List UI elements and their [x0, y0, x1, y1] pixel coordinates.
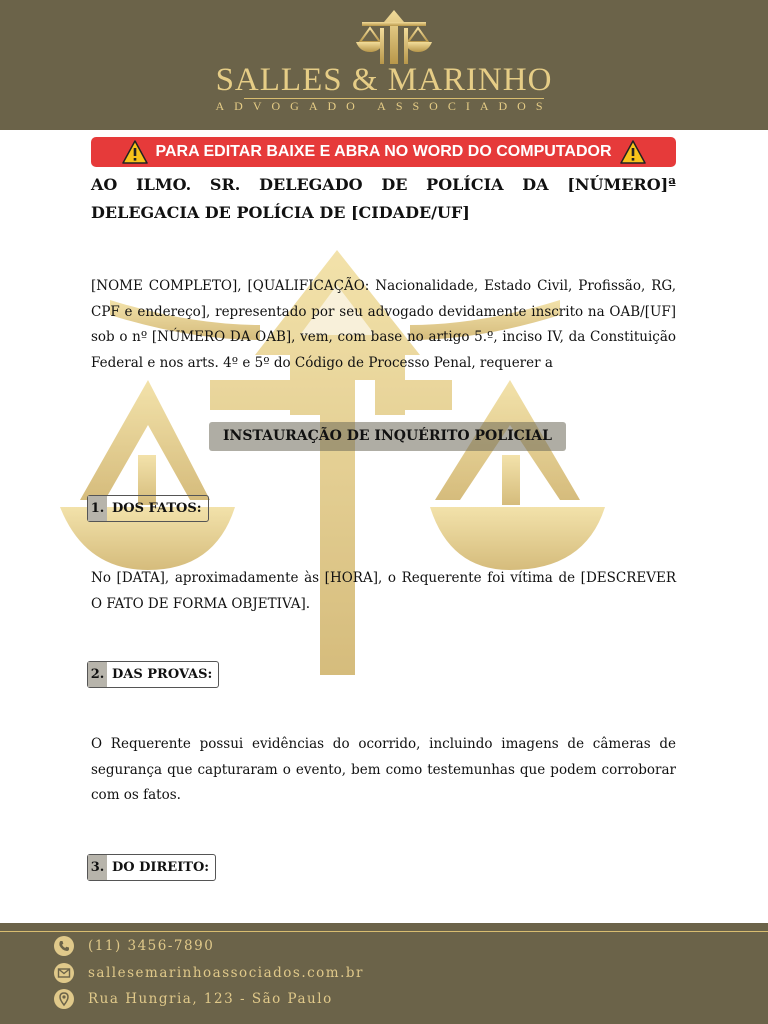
phone-text: (11) 3456-7890 — [88, 938, 215, 954]
email-text: sallesemarinhoassociados.com.br — [88, 965, 364, 981]
page-footer — [0, 923, 768, 1024]
warning-icon — [620, 140, 646, 164]
address-text: Rua Hungria, 123 - São Paulo — [88, 991, 333, 1007]
page-header — [0, 0, 768, 130]
phone-icon — [54, 936, 74, 956]
section-label: DOS FATOS: — [112, 501, 202, 516]
intro-paragraph: [NOME COMPLETO], [QUALIFICAÇÃO: Nacionalidade, Estado Civil, Profissão, RG, CPF e endereço], representado por seu advogado devidamente inscrito na OAB/[UF] sob o nº [NÚMERO DA OAB], vem, com base no artigo 5.º, inciso IV, da Constituição Federal e nos arts. 4º e 5º do Código de Processo Penal, requerer a — [91, 278, 676, 371]
location-pin-icon — [54, 989, 74, 1009]
brand-subtitle: ADVOGADO ASSOCIADOS — [215, 99, 553, 113]
section-heading-facts — [87, 495, 209, 522]
section-heading-evidence — [87, 661, 219, 688]
facts-paragraph: No [DATA], aproximadamente às [HORA], o Requerente foi vítima de [DESCREVER O FATO DE FORMA OBJETIVA]. — [91, 570, 676, 612]
scales-logo-icon — [354, 8, 434, 68]
contact-phone — [54, 935, 214, 957]
section-label: DAS PROVAS: — [112, 667, 213, 682]
section-number: 1. — [88, 496, 107, 521]
footer-divider — [0, 931, 768, 932]
section-label: DO DIREITO: — [112, 860, 210, 875]
brand-name: SALLES & MARINHO — [215, 62, 553, 98]
contact-address — [54, 988, 333, 1010]
warning-icon — [122, 140, 148, 164]
section-number: 2. — [88, 662, 107, 687]
document-title: INSTAURAÇÃO DE INQUÉRITO POLICIAL — [209, 422, 566, 451]
document-addressee: AO ILMO. SR. DELEGADO DE POLÍCIA DA [NÚMERO]ª DELEGACIA DE POLÍCIA DE [CIDADE/UF] — [91, 175, 676, 222]
section-number: 3. — [88, 855, 107, 880]
edit-warning-banner — [91, 137, 676, 167]
contact-email — [54, 962, 364, 984]
banner-text: PARA EDITAR BAIXE E ABRA NO WORD DO COMPUTADOR — [155, 143, 612, 160]
evidence-paragraph: O Requerente possui evidências do ocorrido, incluindo imagens de câmeras de segurança que capturaram o evento, bem como testemunhas que podem corroborar com os fatos. — [91, 736, 676, 803]
section-heading-law — [87, 854, 216, 881]
envelope-icon — [54, 963, 74, 983]
